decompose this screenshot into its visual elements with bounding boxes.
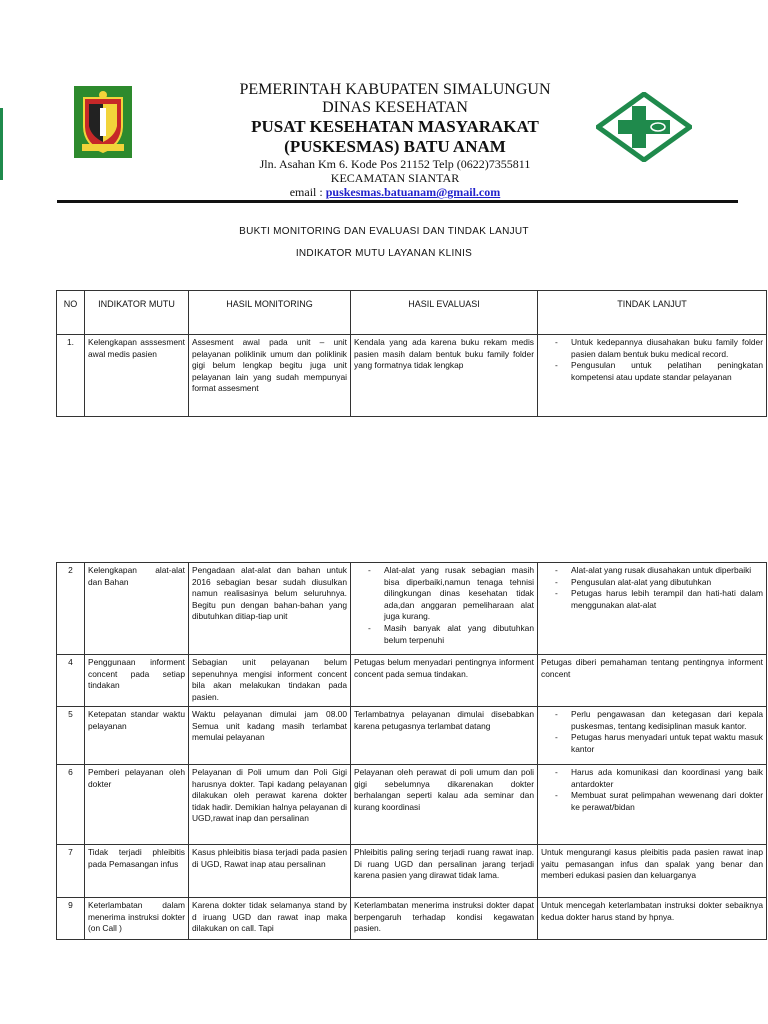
list-item: - Harus ada komunikasi dan koordinasi yang baik antardokter	[541, 767, 763, 790]
list-item: - Pengusulan untuk pelatihan peningkatan kompetensi atau update standar pelayanan	[541, 360, 763, 383]
row-tindak	[538, 563, 767, 655]
table-row	[57, 845, 767, 898]
row-tindak	[538, 765, 767, 845]
row-no: 6	[57, 765, 85, 845]
row-monitoring: Assesment awal pada unit – unit pelayanan poliklinik umum dan poliklinik gigi belum lengkap begitu juga unit pelayanan lain yang sudah mempunyai format assesment	[189, 335, 351, 417]
list-item: - Alat-alat yang rusak sebagian masih bisa diperbaiki,namun tenaga tehnisi dilingkungan dinas kesehatan tidak ada,dan anggaran pemeliharaan alat juga kurang.	[354, 565, 534, 623]
table-row	[57, 335, 767, 417]
row-indikator: Tidak terjadi phleibitis pada Pemasangan infus	[85, 845, 189, 898]
table-header-row	[57, 291, 767, 335]
row-monitoring: Karena dokter tidak selamanya stand by d iruang UGD dan rawat inap maka dilakukan on call. Tapi	[189, 898, 351, 940]
list-item: - Petugas harus menyadari untuk tepat waktu masuk kantor	[541, 732, 763, 755]
table-row	[57, 655, 767, 707]
row-evaluasi	[351, 563, 538, 655]
row-evaluasi: Phleibitis paling sering terjadi ruang rawat inap. Di ruang UGD dan persalinan jarang terjadi karena pasien yang dirawat tidak lama.	[351, 845, 538, 898]
header-no: NO	[57, 291, 85, 335]
letterhead-divider	[57, 200, 738, 203]
row-evaluasi: Pelayanan oleh perawat di poli umum dan poli gigi sebelumnya dikarenakan dokter berhalangan seperti kalau ada seminar dan kurang koordinasi	[351, 765, 538, 845]
page-edge-accent	[0, 108, 3, 180]
letterhead-government: PEMERINTAH KABUPATEN SIMALUNGUN	[239, 81, 551, 98]
row-monitoring: Sebagian unit pelayanan belum sepenuhnya mengisi informent concent bila akan melakukan tindakan pada pasien.	[189, 655, 351, 707]
row-no: 7	[57, 845, 85, 898]
puskesmas-cross-icon	[596, 92, 692, 162]
header-monitoring: HASIL MONITORING	[189, 291, 351, 335]
table-row	[57, 563, 767, 655]
email-label: email :	[289, 185, 326, 199]
document-subtitle: INDIKATOR MUTU LAYANAN KLINIS	[295, 248, 473, 259]
table-row	[57, 765, 767, 845]
list-item: - Perlu pengawasan dan ketegasan dari kepala puskesmas, tentang kedisiplinan masuk kantor.	[541, 709, 763, 732]
row-evaluasi: Kendala yang ada karena buku rekam medis pasien masih dalam bentuk buku family folder yang formatnya tidak lengkap	[351, 335, 538, 417]
row-no: 2	[57, 563, 85, 655]
row-evaluasi: Keterlambatan menerima instruksi dokter dapat berpengaruh terhadap kondisi kegawatan pasien.	[351, 898, 538, 940]
row-no: 5	[57, 707, 85, 765]
letterhead	[200, 80, 590, 199]
letterhead-institution: PUSAT KESEHATAN MASYARAKAT	[251, 117, 539, 136]
row-monitoring: Pelayanan di Poli umum dan Poli Gigi harusnya dokter. Tapi kadang pelayanan dilakukan oleh perawat karena dokter tidak hadir. Demikian halnya pelayanan di UGD,rawat inap dan persalinan	[189, 765, 351, 845]
header-tindak: TINDAK LANJUT	[538, 291, 767, 335]
row-indikator: Kelengkapan alat-alat dan Bahan	[85, 563, 189, 655]
row-monitoring: Kasus phleibitis biasa terjadi pada pasien di UGD, Rawat inap atau persalinan	[189, 845, 351, 898]
row-tindak	[538, 335, 767, 417]
row-tindak: Petugas diberi pemahaman tentang pentingnya informent concent	[538, 655, 767, 707]
row-no: 4	[57, 655, 85, 707]
letterhead-institution-name: (PUSKESMAS) BATU ANAM	[284, 137, 506, 156]
row-indikator: Kelengkapan asssesment awal medis pasien	[85, 335, 189, 417]
document-title: BUKTI MONITORING DAN EVALUASI DAN TINDAK LANJUT	[239, 226, 529, 237]
header-evaluasi: HASIL EVALUASI	[351, 291, 538, 335]
header-indikator: INDIKATOR MUTU	[85, 291, 189, 335]
row-indikator: Keterlambatan dalam menerima instruksi dokter (on Call )	[85, 898, 189, 940]
row-indikator: Penggunaan informent concent pada setiap tindakan	[85, 655, 189, 707]
email-link[interactable]: puskesmas.batuanam@gmail.com	[325, 185, 501, 199]
table-row	[57, 707, 767, 765]
row-evaluasi: Petugas belum menyadari pentingnya informent concent pada semua tindakan.	[351, 655, 538, 707]
table-row	[57, 898, 767, 940]
row-monitoring: Pengadaan alat-alat dan bahan untuk 2016 sebagian besar sudah diusulkan namun realisasinya belum seluruhnya. Begitu pun dengan bahan-bahan yang dibutuhkan ditiap-tiap unit	[189, 563, 351, 655]
row-indikator: Ketepatan standar waktu pelayanan	[85, 707, 189, 765]
kabupaten-crest-icon	[74, 86, 132, 158]
row-no: 9	[57, 898, 85, 940]
row-evaluasi: Terlambatnya pelayanan dimulai disebabkan karena petugasnya terlambat datang	[351, 707, 538, 765]
list-item: - Membuat surat pelimpahan wewenang dari dokter ke perawat/bidan	[541, 790, 763, 813]
letterhead-address: Jln. Asahan Km 6. Kode Pos 21152 Telp (0622)7355811	[259, 157, 531, 171]
list-item: - Alat-alat yang rusak diusahakan untuk diperbaiki	[541, 565, 763, 577]
row-tindak: Untuk mencegah keterlambatan instruksi dokter sebaiknya kedua dokter harus stand by hpnya.	[538, 898, 767, 940]
row-tindak	[538, 707, 767, 765]
list-item: - Petugas harus lebih terampil dan hati-hati dalam menggunakan alat-alat	[541, 588, 763, 611]
list-item: - Untuk kedepannya diusahakan buku family folder pasien dalam bentuk buku medical record.	[541, 337, 763, 360]
letterhead-email-line	[200, 185, 590, 199]
row-monitoring: Waktu pelayanan dimulai jam 08.00 Semua unit kadang masih terlambat memulai pelayanan	[189, 707, 351, 765]
row-tindak: Untuk mengurangi kasus pleibitis pada pasien rawat inap yaitu pemasangan infus dan spalak yang benar dan memberi edukasi pasien dan keluarganya	[538, 845, 767, 898]
monitoring-table-part2	[56, 562, 767, 940]
row-no: 1.	[57, 335, 85, 417]
list-item: - Pengusulan alat-alat yang dibutuhkan	[541, 577, 763, 589]
list-item: - Masih banyak alat yang dibutuhkan belum terpenuhi	[354, 623, 534, 646]
letterhead-district: KECAMATAN SIANTAR	[330, 171, 460, 185]
row-indikator: Pemberi pelayanan oleh dokter	[85, 765, 189, 845]
monitoring-table-part1	[56, 290, 767, 417]
letterhead-department: DINAS KESEHATAN	[322, 99, 468, 116]
